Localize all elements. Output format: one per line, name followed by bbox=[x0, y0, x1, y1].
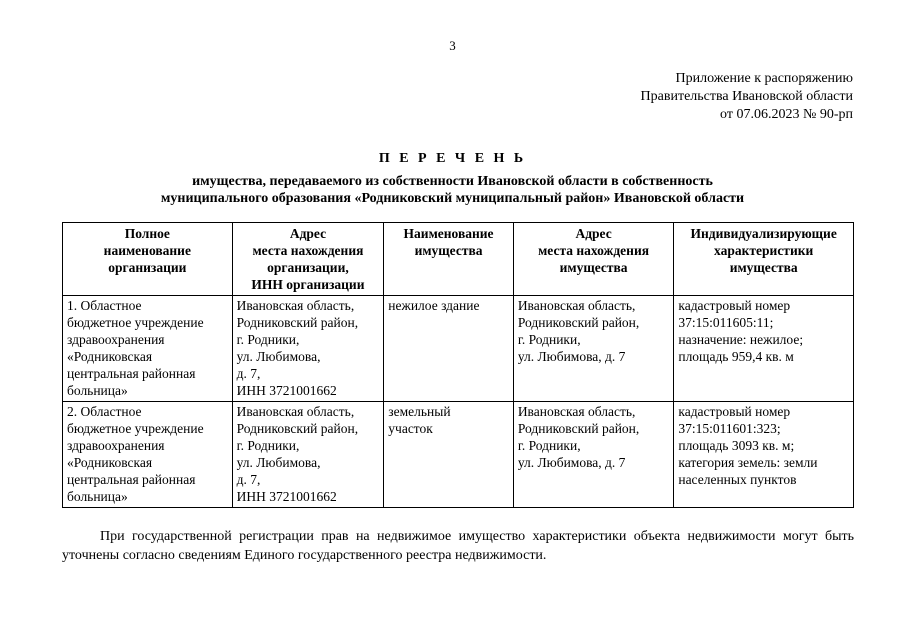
cell-text: Ивановская область, bbox=[517, 404, 636, 419]
cell-text: г. Родники, bbox=[517, 332, 581, 347]
cell-text: ул. Любимова, д. 7 bbox=[517, 349, 626, 364]
cell-text: ул. Любимова, bbox=[236, 455, 321, 470]
cell-text: Ивановская область, bbox=[517, 298, 636, 313]
appendix-line: Правительства Ивановской области bbox=[640, 89, 853, 104]
cell-text: «Родниковская bbox=[67, 349, 153, 364]
cell-text: здравоохранения bbox=[67, 332, 165, 347]
header-text: места нахождения bbox=[538, 243, 650, 258]
subtitle-line: муниципального образования «Родниковский муниципальный район» Ивановской области bbox=[160, 191, 745, 206]
cell-text: центральная районная bbox=[67, 366, 196, 381]
cell-text: Родниковский район, bbox=[517, 421, 640, 436]
cell-property-name bbox=[384, 402, 514, 508]
appendix-line: от 07.06.2023 № 90-рп bbox=[720, 107, 853, 122]
table-header-row bbox=[63, 223, 854, 296]
header-text: Индивидуализирующие bbox=[690, 226, 837, 241]
cell-text: нежилое здание bbox=[388, 298, 480, 313]
cell-characteristics bbox=[674, 296, 854, 402]
header-text: Наименование bbox=[403, 226, 494, 241]
header-characteristics bbox=[674, 223, 854, 296]
header-text: имущества bbox=[559, 260, 628, 275]
table-row bbox=[63, 402, 854, 508]
cell-text: бюджетное учреждение bbox=[67, 421, 204, 436]
cell-text: Ивановская область, bbox=[236, 404, 355, 419]
cell-text: назначение: нежилое; bbox=[678, 332, 804, 347]
appendix-heading bbox=[641, 70, 853, 124]
cell-text: г. Родники, bbox=[236, 438, 300, 453]
cell-text: Родниковский район, bbox=[517, 315, 640, 330]
document-title: П Е Р Е Ч Е Н Ь bbox=[378, 151, 527, 166]
cell-text: д. 7, bbox=[236, 472, 261, 487]
cell-text: бюджетное учреждение bbox=[67, 315, 204, 330]
cell-text: ИНН 3721001662 bbox=[236, 489, 337, 504]
cell-text: кадастровый номер bbox=[678, 298, 791, 313]
cell-text: г. Родники, bbox=[517, 438, 581, 453]
cell-text: ул. Любимова, bbox=[236, 349, 321, 364]
cell-org-address bbox=[232, 296, 384, 402]
cell-text: д. 7, bbox=[236, 366, 261, 381]
cell-text: категория земель: земли bbox=[678, 455, 818, 470]
cell-text: участок bbox=[388, 421, 433, 436]
cell-text: 2. Областное bbox=[67, 404, 142, 419]
registration-note: При государственной регистрации прав на недвижимое имущество характеристики объекта недвижимости могут быть уточнены согласно сведениям Единого государственного реестра недвижимости. bbox=[62, 529, 854, 563]
header-text: организации bbox=[108, 260, 187, 275]
header-text: Адрес bbox=[575, 226, 612, 241]
header-property-name bbox=[384, 223, 514, 296]
cell-text: г. Родники, bbox=[236, 332, 300, 347]
cell-text: кадастровый номер bbox=[678, 404, 791, 419]
document-subtitle bbox=[0, 173, 905, 207]
cell-text: ИНН 3721001662 bbox=[236, 383, 337, 398]
cell-text: Ивановская область, bbox=[236, 298, 355, 313]
cell-text: ул. Любимова, д. 7 bbox=[517, 455, 626, 470]
cell-property-address bbox=[513, 402, 674, 508]
cell-text: больница» bbox=[67, 489, 128, 504]
header-text: имущества bbox=[729, 260, 798, 275]
subtitle-line: имущества, передаваемого из собственности Ивановской области в собственность bbox=[192, 174, 713, 189]
property-table bbox=[62, 222, 854, 508]
cell-org-name bbox=[63, 296, 233, 402]
header-text: имущества bbox=[414, 243, 483, 258]
cell-text: больница» bbox=[67, 383, 128, 398]
cell-characteristics bbox=[674, 402, 854, 508]
cell-text: 37:15:011605:11; bbox=[678, 315, 774, 330]
cell-text: 1. Областное bbox=[67, 298, 142, 313]
header-text: характеристики bbox=[714, 243, 814, 258]
cell-text: земельный bbox=[388, 404, 451, 419]
appendix-line: Приложение к распоряжению bbox=[675, 71, 853, 86]
header-text: места нахождения bbox=[252, 243, 364, 258]
header-org-address bbox=[232, 223, 384, 296]
cell-text: здравоохранения bbox=[67, 438, 165, 453]
cell-text: населенных пунктов bbox=[678, 472, 797, 487]
cell-text: «Родниковская bbox=[67, 455, 153, 470]
header-text: организации, bbox=[267, 260, 349, 275]
cell-text: центральная районная bbox=[67, 472, 196, 487]
cell-org-address bbox=[232, 402, 384, 508]
cell-text: площадь 959,4 кв. м bbox=[678, 349, 794, 364]
cell-text: 37:15:011601:323; bbox=[678, 421, 781, 436]
header-org-name bbox=[63, 223, 233, 296]
header-property-address bbox=[513, 223, 674, 296]
cell-text: площадь 3093 кв. м; bbox=[678, 438, 795, 453]
table-row bbox=[63, 296, 854, 402]
page-number: 3 bbox=[449, 38, 456, 53]
cell-text: Родниковский район, bbox=[236, 315, 359, 330]
cell-org-name bbox=[63, 402, 233, 508]
header-text: ИНН организации bbox=[251, 277, 365, 292]
header-text: наименование bbox=[103, 243, 191, 258]
header-text: Полное bbox=[124, 226, 170, 241]
cell-property-name bbox=[384, 296, 514, 402]
header-text: Адрес bbox=[289, 226, 327, 241]
cell-property-address bbox=[513, 296, 674, 402]
cell-text: Родниковский район, bbox=[236, 421, 359, 436]
